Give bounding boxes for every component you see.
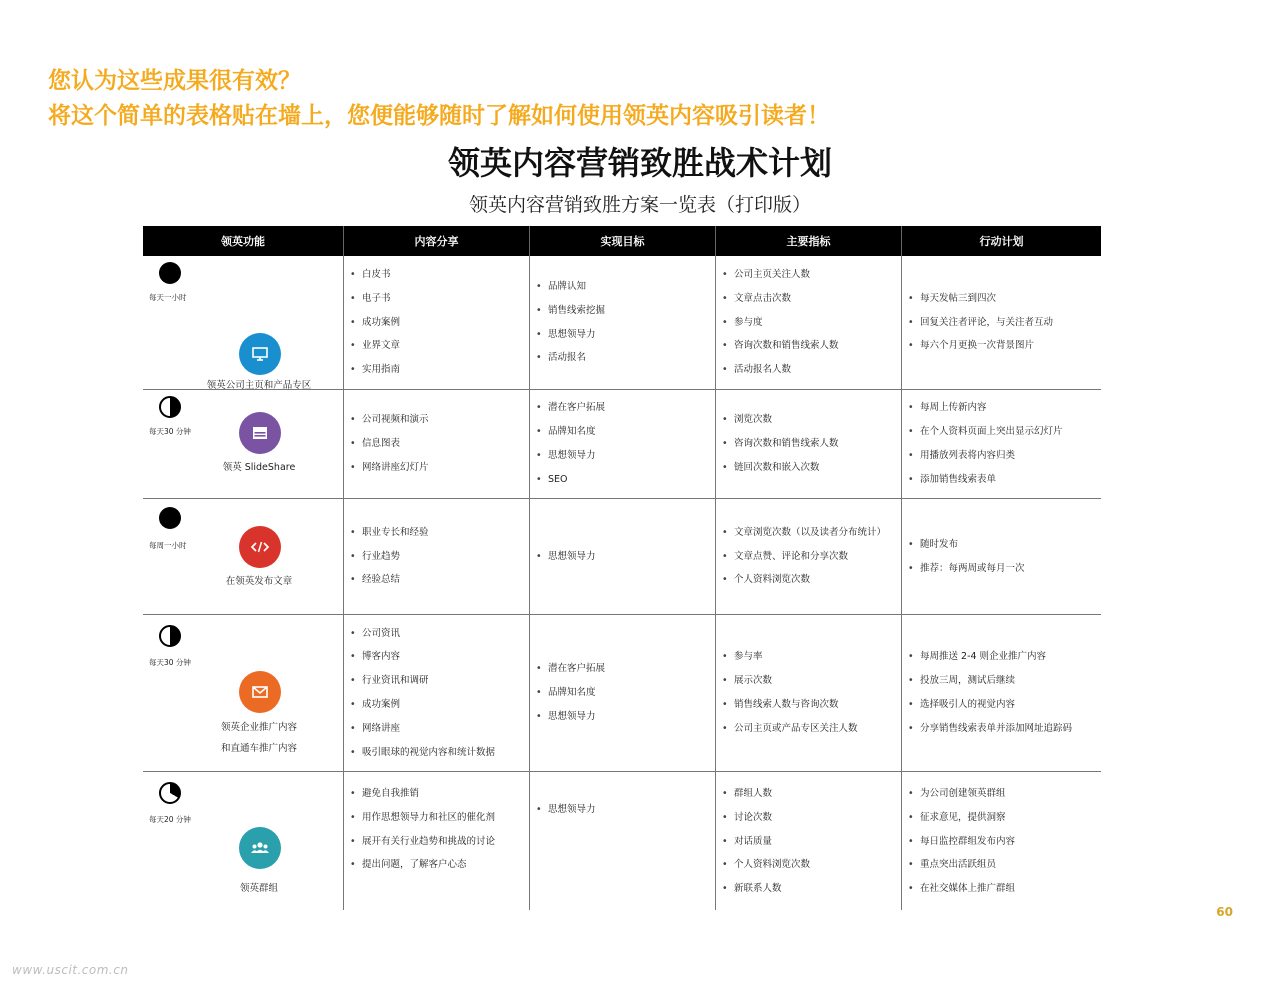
actions-cell xyxy=(902,499,1101,614)
table-row xyxy=(143,256,1101,390)
clock-full-icon xyxy=(159,507,181,529)
goals-cell xyxy=(530,256,716,389)
list-item: • 为公司创建领英群组 xyxy=(908,782,1095,806)
list-item: • 成功案例 xyxy=(350,311,523,335)
page-subtitle: 领英内容营销致胜方案一览表（打印版） xyxy=(468,194,811,216)
list-item: • 文章浏览次数（以及读者分布统计） xyxy=(722,521,895,545)
feature-name: 领英群组 xyxy=(239,883,278,894)
page-number: 60 xyxy=(1216,905,1233,919)
content-cell xyxy=(344,499,530,614)
table-row xyxy=(143,615,1101,772)
mail-icon xyxy=(239,671,281,713)
list-item: • 网络讲座 xyxy=(350,717,523,741)
intro-line-2: 将这个简单的表格贴在墙上，您便能够随时了解如何使用领英内容吸引读者！ xyxy=(48,103,830,129)
list-item: • 展开有关行业趋势和挑战的讨论 xyxy=(350,830,523,854)
list-item: • 行业趋势 xyxy=(350,545,523,569)
list-item: • 选择吸引人的视觉内容 xyxy=(908,693,1095,717)
list-item: • 吸引眼球的视觉内容和统计数据 xyxy=(350,741,523,765)
feature-name: 领英公司主页和产品专区 xyxy=(206,380,312,391)
list-item: • 思想领导力 xyxy=(536,798,709,822)
actions-cell xyxy=(902,256,1101,389)
list-item: • 白皮书 xyxy=(350,263,523,287)
list-item: • 在个人资料页面上突出显示幻灯片 xyxy=(908,420,1095,444)
list-item: • 添加销售线索表单 xyxy=(908,468,1095,492)
list-item: • 对话质量 xyxy=(722,830,895,854)
list-item: • 活动报名人数 xyxy=(722,358,895,382)
list-item: • 思想领导力 xyxy=(536,323,709,347)
content-cell xyxy=(344,390,530,498)
tactics-table xyxy=(143,226,1101,910)
list-item: • 经验总结 xyxy=(350,568,523,592)
list-item: • 分享销售线索表单并添加网址追踪码 xyxy=(908,717,1095,741)
code-icon xyxy=(239,526,281,568)
list-item: • 电子书 xyxy=(350,287,523,311)
goals-cell xyxy=(530,390,716,498)
list-item: • 用作思想领导力和社区的催化剂 xyxy=(350,806,523,830)
list-item: • 展示次数 xyxy=(722,669,895,693)
table-row xyxy=(143,499,1101,615)
header-metrics: 主要指标 xyxy=(716,226,902,256)
time-label: 每周一小时 xyxy=(149,541,187,550)
watermark: www.uscit.com.cn xyxy=(12,963,129,977)
feature-cell xyxy=(143,390,344,498)
list-item: • 征求意见，提供洞察 xyxy=(908,806,1095,830)
list-item: • 职业专长和经验 xyxy=(350,521,523,545)
actions-cell xyxy=(902,615,1101,771)
list-item: • 每日监控群组发布内容 xyxy=(908,830,1095,854)
list-item: • 参与率 xyxy=(722,645,895,669)
monitor-icon xyxy=(239,333,281,375)
list-item: • 用播放列表将内容归类 xyxy=(908,444,1095,468)
metrics-cell xyxy=(716,615,902,771)
feature-cell xyxy=(143,772,344,910)
list-item: • 品牌认知 xyxy=(536,275,709,299)
list-item: • 潜在客户拓展 xyxy=(536,657,709,681)
list-item: • 销售线索人数与咨询次数 xyxy=(722,693,895,717)
clock-half-icon xyxy=(159,625,181,647)
header-goals: 实现目标 xyxy=(530,226,716,256)
feature-cell xyxy=(143,256,344,389)
list-item: • 公司主页或产品专区关注人数 xyxy=(722,717,895,741)
list-item: • SEO xyxy=(536,468,709,492)
feature-name: 领英企业推广内容 xyxy=(220,722,297,733)
list-item: • 活动报名 xyxy=(536,346,709,370)
clock-full-icon xyxy=(159,262,181,284)
list-item: • 避免自我推销 xyxy=(350,782,523,806)
time-label: 每天一小时 xyxy=(149,293,187,302)
list-item: • 每周推送 2-4 则企业推广内容 xyxy=(908,645,1095,669)
list-item: • 回复关注者评论，与关注者互动 xyxy=(908,311,1095,335)
list-item: • 销售线索挖掘 xyxy=(536,299,709,323)
list-item: • 公司视频和演示 xyxy=(350,408,523,432)
goals-cell xyxy=(530,772,716,910)
list-item: • 网络讲座幻灯片 xyxy=(350,456,523,480)
list-item: • 重点突出活跃组员 xyxy=(908,853,1095,877)
list-item: • 在社交媒体上推广群组 xyxy=(908,877,1095,901)
list-item: • 群组人数 xyxy=(722,782,895,806)
list-item: • 文章点击次数 xyxy=(722,287,895,311)
list-item: • 随时发布 xyxy=(908,533,1095,557)
metrics-cell xyxy=(716,772,902,910)
list-item: • 每天发帖三到四次 xyxy=(908,287,1095,311)
list-item: • 公司主页关注人数 xyxy=(722,263,895,287)
clock-third-icon xyxy=(159,782,181,804)
feature-name: 和直通车推广内容 xyxy=(220,743,297,754)
time-label: 每天30 分钟 xyxy=(149,658,191,667)
list-item: • 链回次数和嵌入次数 xyxy=(722,456,895,480)
list-item: • 品牌知名度 xyxy=(536,681,709,705)
table-row xyxy=(143,772,1101,910)
list-item: • 每周上传新内容 xyxy=(908,396,1095,420)
clock-half-icon xyxy=(159,396,181,418)
header-feature: 领英功能 xyxy=(143,226,344,256)
content-cell xyxy=(344,256,530,389)
header-actions: 行动计划 xyxy=(979,235,1024,248)
list-item: • 文章点赞、评论和分享次数 xyxy=(722,545,895,569)
list-item: • 个人资料浏览次数 xyxy=(722,568,895,592)
table-row xyxy=(143,390,1101,499)
list-item: • 公司资讯 xyxy=(350,622,523,646)
feature-name: 领英 SlideShare xyxy=(222,462,296,473)
goals-cell xyxy=(530,615,716,771)
actions-cell xyxy=(902,390,1101,498)
metrics-cell xyxy=(716,390,902,498)
table-header xyxy=(143,226,1101,256)
list-item: • 行业资讯和调研 xyxy=(350,669,523,693)
list-item: • 品牌知名度 xyxy=(536,420,709,444)
metrics-cell xyxy=(716,499,902,614)
feature-name: 在领英发布文章 xyxy=(225,576,293,587)
list-item: • 实用指南 xyxy=(350,358,523,382)
list-item: • 思想领导力 xyxy=(536,545,709,569)
slides-icon xyxy=(239,412,281,454)
list-item: • 每六个月更换一次背景图片 xyxy=(908,334,1095,358)
metrics-cell xyxy=(716,256,902,389)
page-title: 领英内容营销致胜战术计划 xyxy=(447,144,832,182)
list-item: • 成功案例 xyxy=(350,693,523,717)
list-item: • 推荐：每两周或每月一次 xyxy=(908,557,1095,581)
list-item: • 潜在客户拓展 xyxy=(536,396,709,420)
actions-cell xyxy=(902,772,1101,910)
time-label: 每天30 分钟 xyxy=(149,427,191,436)
list-item: • 讨论次数 xyxy=(722,806,895,830)
time-label: 每天20 分钟 xyxy=(149,815,191,824)
goals-cell xyxy=(530,499,716,614)
list-item: • 提出问题，了解客户心态 xyxy=(350,853,523,877)
header-content: 内容分享 xyxy=(344,226,530,256)
feature-cell xyxy=(143,615,344,771)
list-item: • 参与度 xyxy=(722,311,895,335)
list-item: • 个人资料浏览次数 xyxy=(722,853,895,877)
list-item: • 投放三周，测试后继续 xyxy=(908,669,1095,693)
group-icon xyxy=(239,827,281,869)
list-item: • 博客内容 xyxy=(350,645,523,669)
list-item: • 业界文章 xyxy=(350,334,523,358)
feature-cell xyxy=(143,499,344,614)
list-item: • 浏览次数 xyxy=(722,408,895,432)
list-item: • 思想领导力 xyxy=(536,444,709,468)
list-item: • 咨询次数和销售线索人数 xyxy=(722,432,895,456)
list-item: • 思想领导力 xyxy=(536,705,709,729)
list-item: • 咨询次数和销售线索人数 xyxy=(722,334,895,358)
list-item: • 信息图表 xyxy=(350,432,523,456)
intro-line-1: 您认为这些成果很有效？ xyxy=(48,68,301,94)
list-item: • 新联系人数 xyxy=(722,877,895,901)
